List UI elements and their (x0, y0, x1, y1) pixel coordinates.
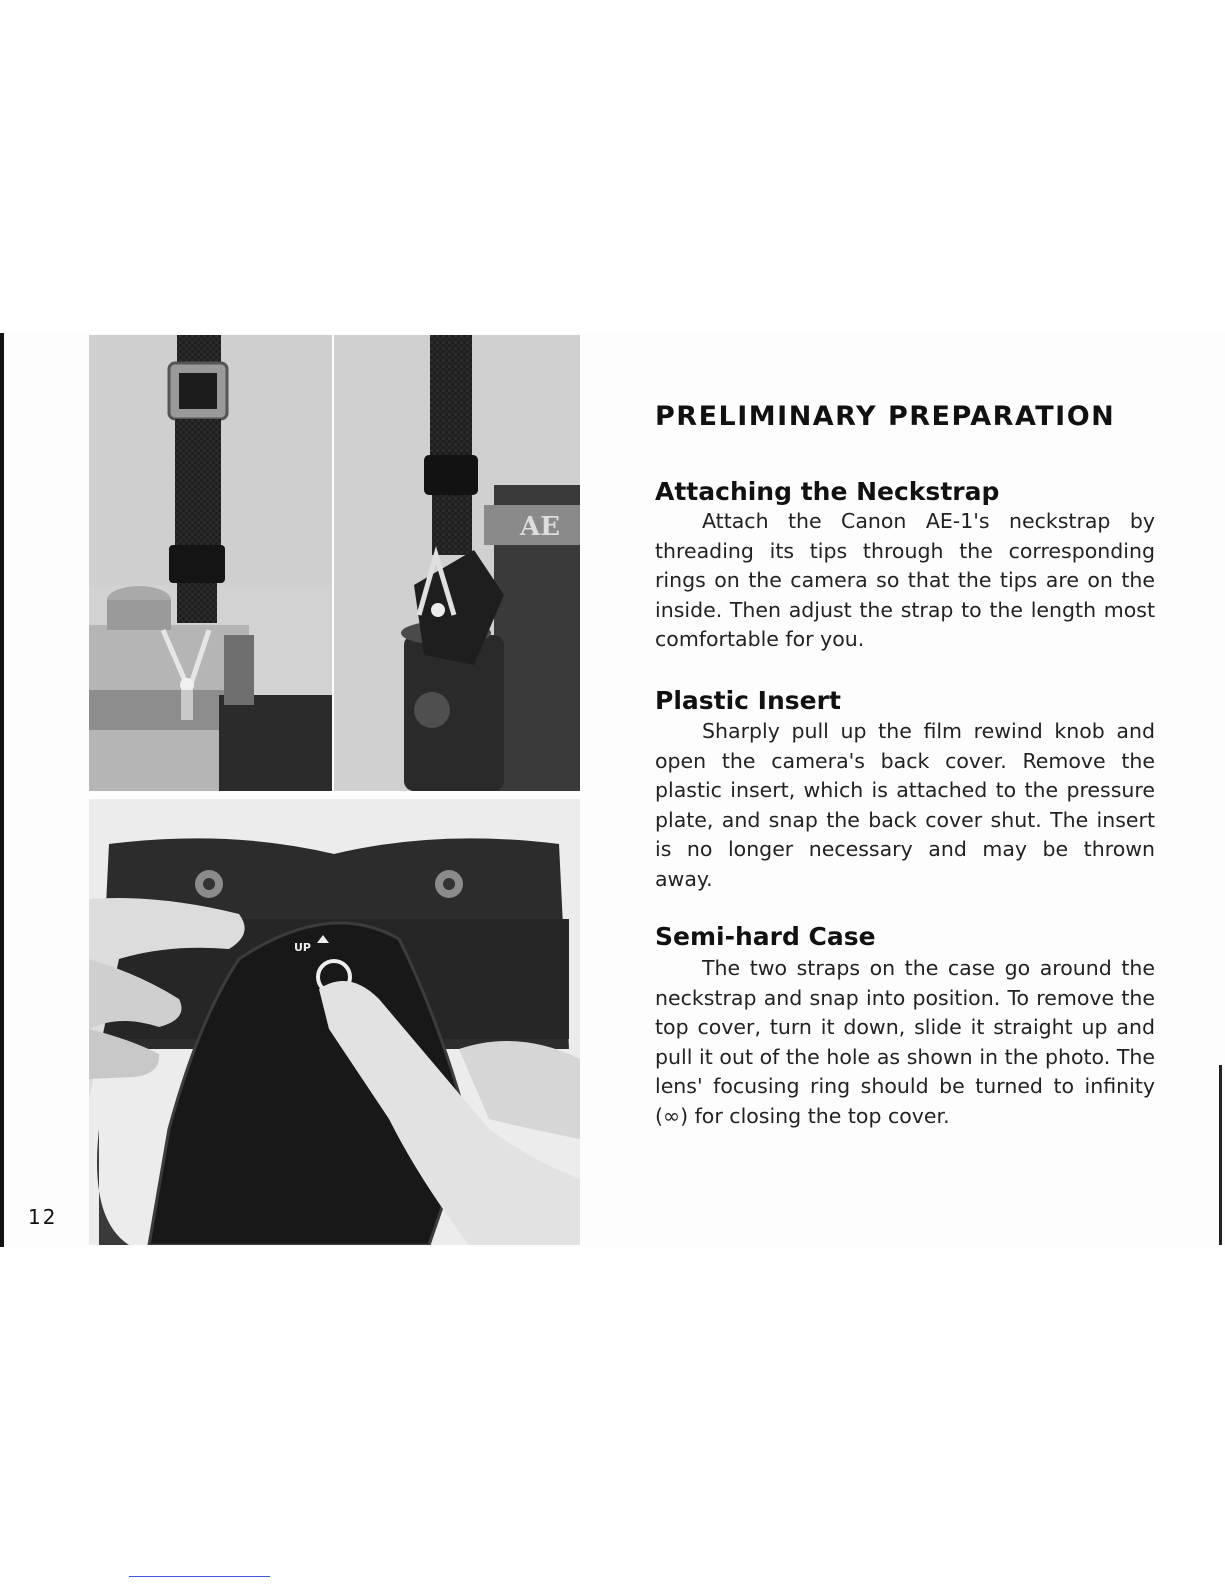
heading-plastic-insert: Plastic Insert (655, 686, 841, 715)
heading-attaching-neckstrap: Attaching the Neckstrap (655, 477, 1000, 506)
paragraph-plastic-insert: Sharply pull up the film rewind knob and open the camera's back cover. Remove the plastic insert, which is attached to the pressure plate, and snap the back cover shut. The insert is no longer necessary and may be thrown away. (655, 719, 1155, 891)
heading-semi-hard-case: Semi-hard Case (655, 922, 876, 951)
link-underline (129, 1576, 270, 1577)
neckstrap-photo-left (89, 335, 333, 791)
page-number: 12 (28, 1205, 58, 1229)
neckstrap-photo-right (334, 335, 580, 791)
page-title: PRELIMINARY PREPARATION (655, 401, 1116, 432)
page-edge-right (1219, 1065, 1222, 1245)
semi-hard-case-photo (89, 799, 580, 1245)
photo-divider (332, 335, 334, 791)
page-edge-left (0, 333, 4, 1247)
case-up-label: UP (294, 941, 311, 954)
paragraph-semi-hard-case: The two straps on the case go around the neckstrap and snap into position. To remove the top cover, turn it down, slide it straight up and pull it out of the hole as shown in the photo. The lens' focusing ring should be turned to infinity (∞) for closing the top cover. (655, 956, 1155, 1128)
camera-badge: AE (520, 512, 560, 542)
paragraph-attaching-neckstrap: Attach the Canon AE-1's neckstrap by threading its tips through the corresponding rings on the camera so that the tips are on the inside. Then adjust the strap to the length most comfortable for you. (655, 509, 1155, 651)
